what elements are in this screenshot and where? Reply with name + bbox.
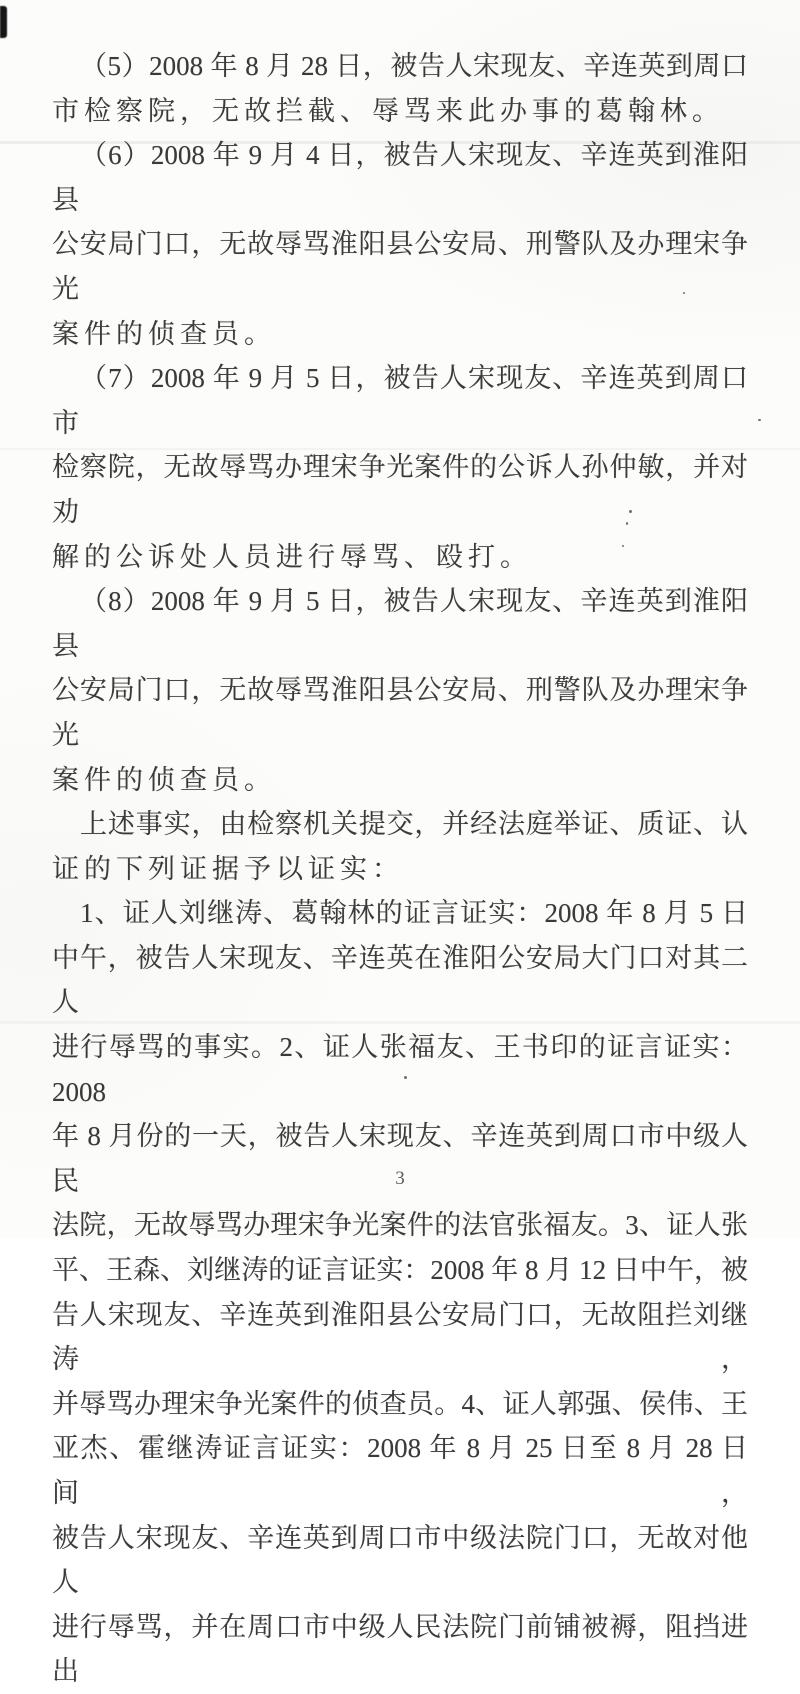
document-line: 平、王森、刘继涛的证言证实：2008 年 8 月 12 日中午，被 (52, 1255, 748, 1286)
scan-edge-artifact (0, 6, 7, 38)
document-line: 案件的侦查员。 (52, 318, 276, 349)
document-line: 市检察院，无故拦截、辱骂来此办事的葛翰林。 (52, 95, 724, 126)
page-number: 3 (395, 1168, 405, 1189)
document-line: 公安局门口，无故辱骂淮阳县公安局、刑警队及办理宋争光 (52, 229, 748, 304)
document-line: 案件的侦查员。 (52, 764, 276, 795)
document-line: 进行辱骂的事实。2、证人张福友、王书印的证言证实：2008 (52, 1032, 748, 1107)
document-line: 被告人宋现友、辛连英到周口市中级法院门口，无故对他人 (52, 1522, 748, 1598)
document-line: （5）2008 年 8 月 28 日，被告人宋现友、辛连英到周口 (80, 51, 748, 81)
document-line: 公安局门口，无故辱骂淮阳县公安局、刑警队及办理宋争光 (52, 675, 748, 750)
document-line: 进行辱骂，并在周口市中级人民法院门前铺被褥，阻挡进出 (52, 1611, 748, 1687)
document-line: 亚杰、霍继涛证言证实：2008 年 8 月 25 日至 8 月 28 日间， (52, 1433, 748, 1508)
document-line: 解的公诉处人员进行辱骂、殴打。 (52, 541, 532, 572)
document-line: 并辱骂办理宋争光案件的侦查员。4、证人郭强、侯伟、王 (52, 1388, 748, 1419)
document-body (52, 44, 748, 1694)
document-line: 告人宋现友、辛连英到淮阳县公安局门口，无故阻拦刘继涛， (52, 1299, 748, 1375)
document-line: 1、证人刘继涛、葛翰林的证言证实：2008 年 8 月 5 日 (80, 898, 748, 929)
document-line: （8）2008 年 9 月 5 日，被告人宋现友、辛连英到淮阳县 (52, 586, 748, 661)
document-line: 检察院，无故辱骂办理宋争光案件的公诉人孙仲敏，并对劝 (52, 452, 748, 527)
document-line: （6）2008 年 9 月 4 日，被告人宋现友、辛连英到淮阳县 (52, 140, 748, 215)
document-line: 年 8 月份的一天，被告人宋现友、辛连英到周口市中级人民 (52, 1121, 748, 1196)
toner-speck (758, 419, 761, 421)
document-line: 上述事实，由检察机关提交，并经法庭举证、质证、认 (80, 809, 748, 840)
document-line: 中午，被告人宋现友、辛连英在淮阳公安局大门口对其二人 (52, 942, 748, 1018)
document-line: （7）2008 年 9 月 5 日，被告人宋现友、辛连英到周口市 (52, 363, 748, 438)
document-line: 法院，无故辱骂办理宋争光案件的法官张福友。3、证人张 (52, 1210, 748, 1241)
document-line: 证的下列证据予以证实： (52, 853, 404, 884)
